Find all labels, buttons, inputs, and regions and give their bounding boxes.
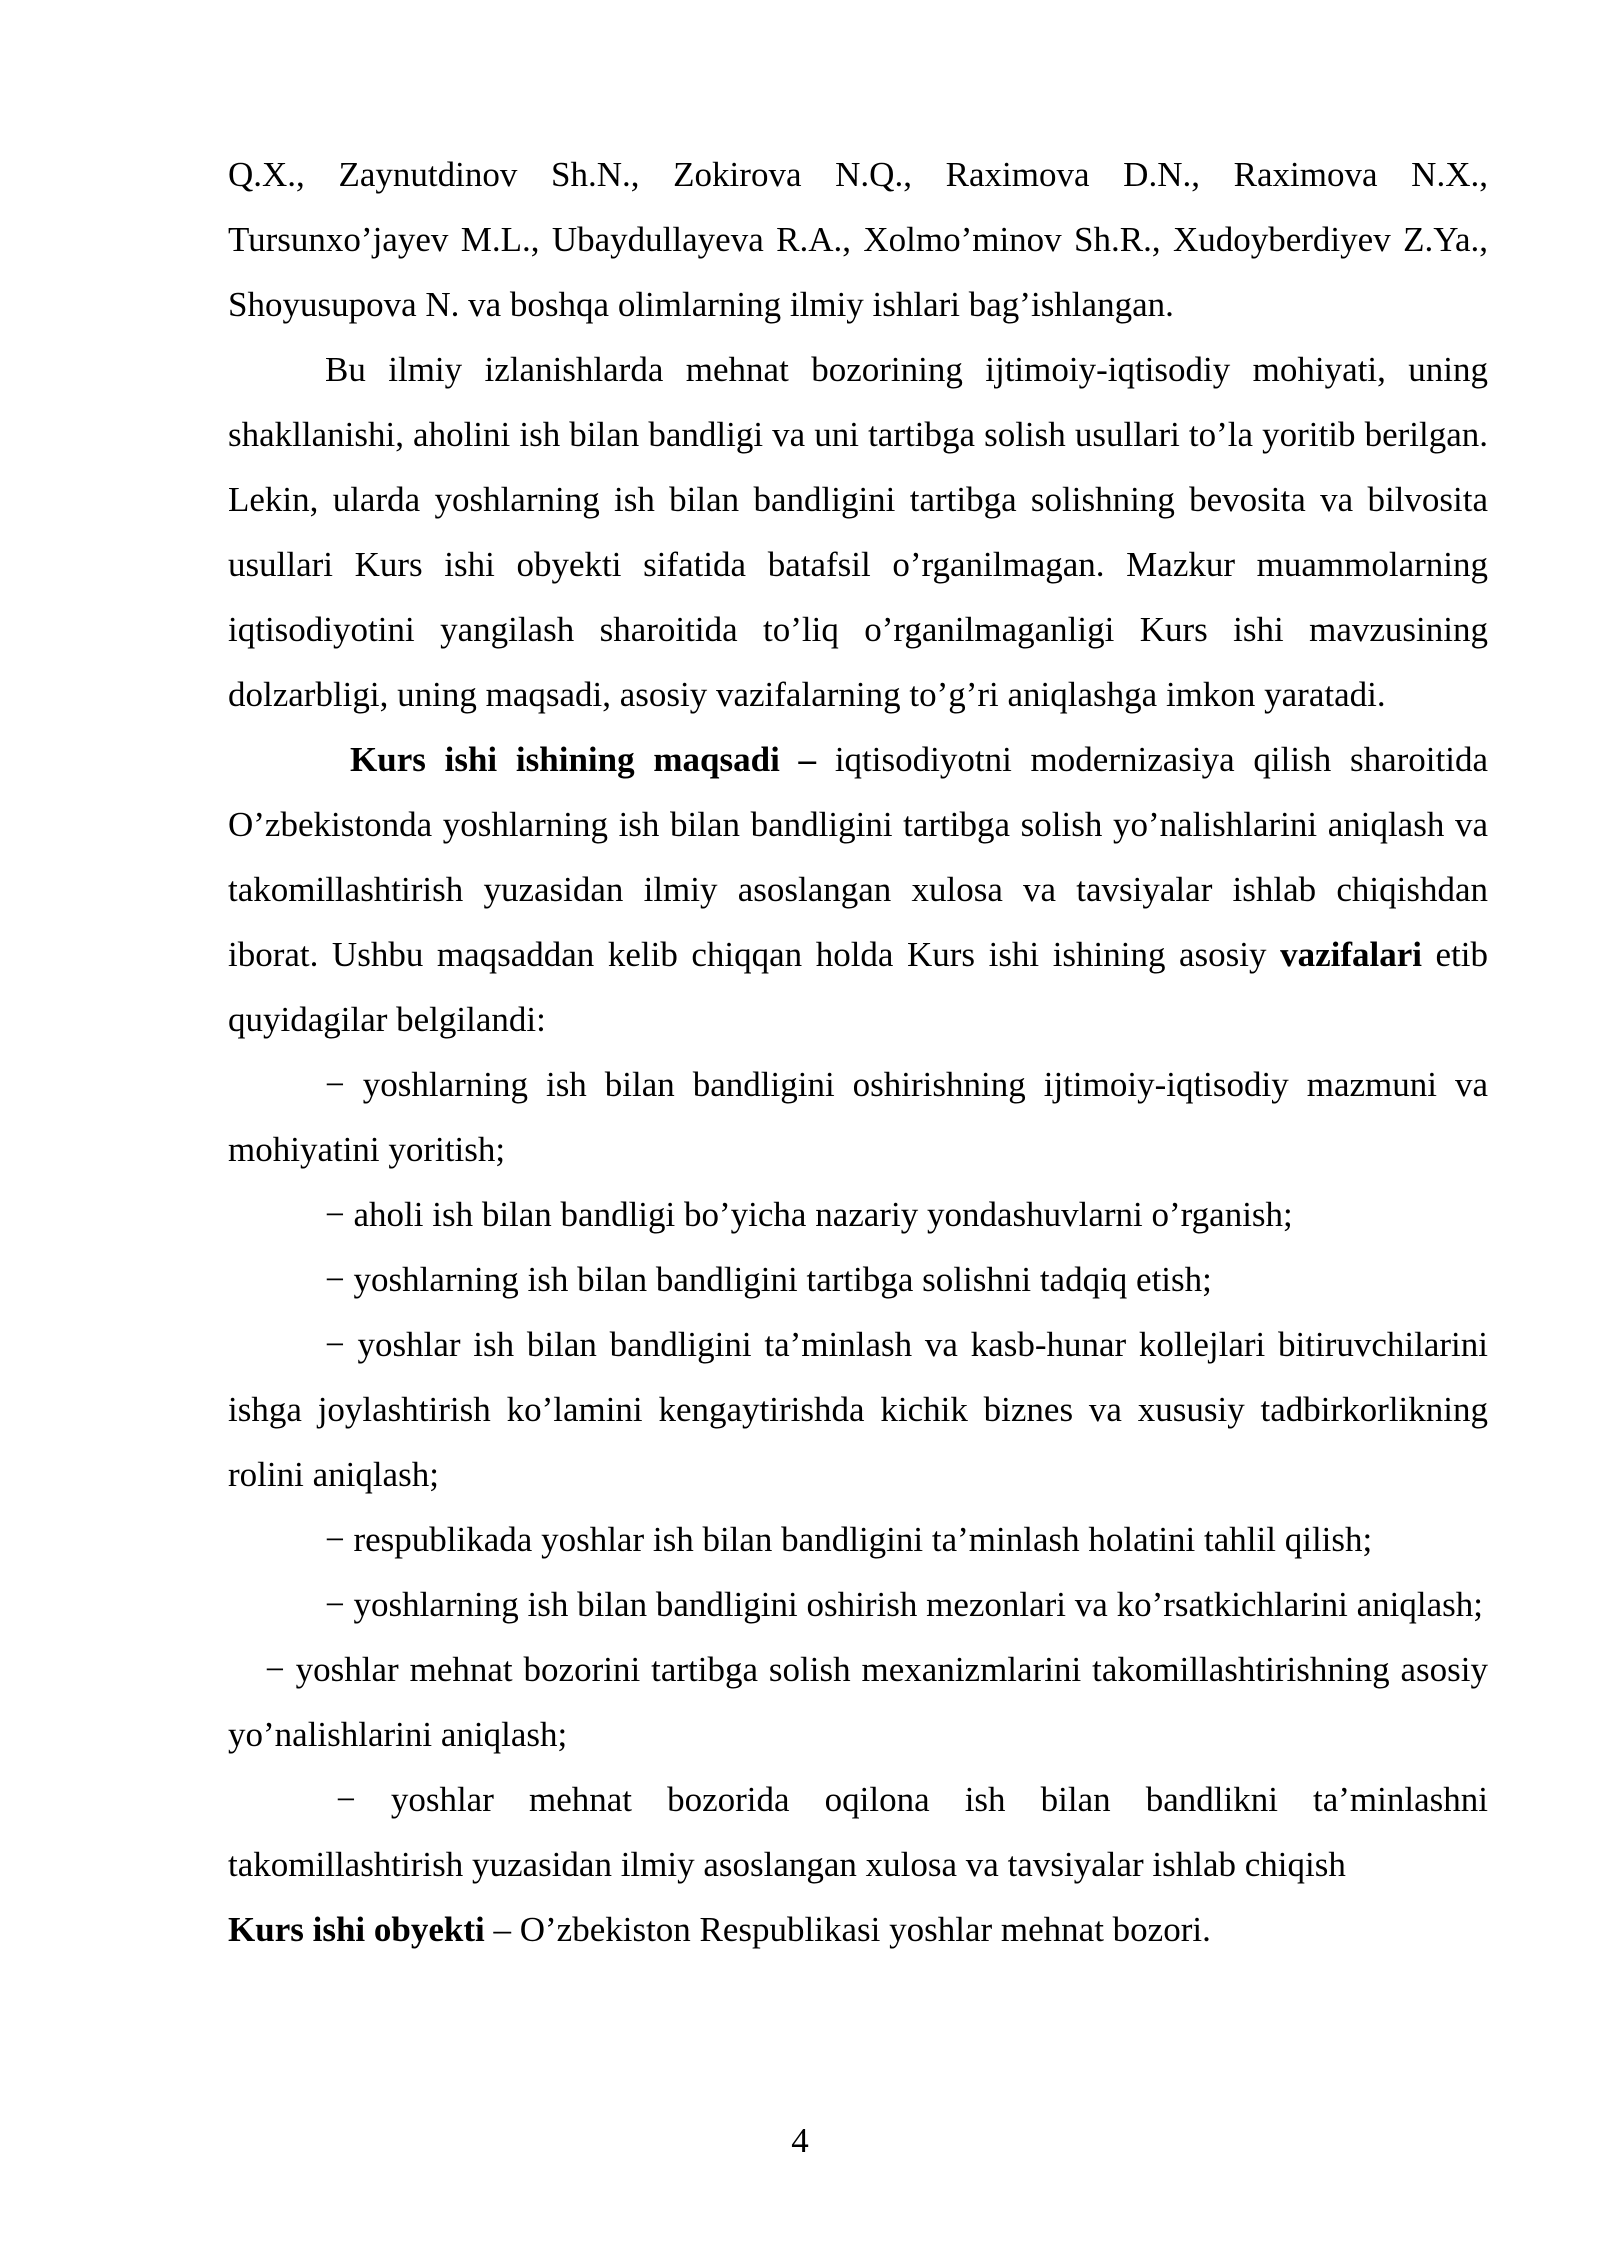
list-item: − yoshlar ish bilan bandligini ta’minlash va kasb-hunar kollejlari bitiruvchilarini ishga joylashtirish ko’lamini kengaytirishda kichik biznes va xususiy tadbirkorlikning rolini aniqlash; (228, 1325, 1488, 1494)
paragraph-research-overview: Bu ilmiy izlanishlarda mehnat bozorining ijtimoiy-iqtisodiy mohiyati, uning shakllanishi, aholini ish bilan bandligi va uni tartibga solish usullari to’la yoritib berilgan. Lekin, ularda yoshlarning ish bilan bandligini tartibga solishning bevosita va bilvosita usullari Kurs ishi obyekti sifatida batafsil o’rganilmagan. Mazkur muammolarning iqtisodiyotini yangilash sharoitida to’liq o’rganilmaganligi Kurs ishi mavzusining dolzarbligi, uning maqsadi, asosiy vazifalarning to’g’ri aniqlashga imkon yaratadi. (228, 350, 1488, 714)
object-text: – O’zbekiston Respublikasi yoshlar mehnat bozori. (484, 1910, 1211, 1949)
list-item: − yoshlar mehnat bozorini tartibga solish mexanizmlarini takomillashtirishning asosiy yo’nalishlarini aniqlash; (228, 1650, 1488, 1754)
goal-heading: Kurs ishi ishining maqsadi – (350, 740, 817, 779)
list-item: − respublikada yoshlar ish bilan bandligini ta’minlash holatini tahlil qilish; (325, 1520, 1373, 1559)
paragraph-authors: Q.X., Zaynutdinov Sh.N., Zokirova N.Q., Raximova D.N., Raximova N.X., Tursunxo’jayev M.L., Ubaydullayeva R.A., Xolmo’minov Sh.R., Xudoyberdiyev Z.Ya., Shoyusupova N. va boshqa olimlarning ilmiy ishlari bag’ishlangan. (228, 155, 1488, 324)
list-item: − aholi ish bilan bandligi bo’yicha nazariy yondashuvlarni o’rganish; (325, 1195, 1293, 1234)
list-item: − yoshlarning ish bilan bandligini oshirishning ijtimoiy-iqtisodiy mazmuni va mohiyatini yoritish; (228, 1065, 1488, 1169)
goal-text: iqtisodiyotni modernizasiya qilish sharoitida O’zbekistonda yoshlarning ish bilan bandligini tartibga solish yo’nalishlarini aniqlash va takomillashtirish yuzasidan ilmiy asoslangan xulosa va tavsiyalar ishlab chiqishdan iborat. Ushbu maqsaddan kelib chiqqan holda Kurs ishi ishining asosiy (228, 740, 1488, 974)
document-page (228, 142, 1488, 1962)
list-item: − yoshlar mehnat bozorida oqilona ish bilan bandlikni ta’minlashni takomillashtirish yuzasidan ilmiy asoslangan xulosa va tavsiyalar ishlab chiqish (228, 1780, 1488, 1884)
paragraph-goal (228, 727, 1488, 1052)
list-item: − yoshlarning ish bilan bandligini tartibga solishni tadqiq etish; (325, 1260, 1212, 1299)
tasks-intro: etib quyidagilar belgilandi: (228, 935, 1489, 1039)
object-heading: Kurs ishi obyekti (228, 1910, 485, 1949)
page-number: 4 (791, 2121, 809, 2160)
tasks-heading: vazifalari (1280, 935, 1422, 974)
list-item: − yoshlarning ish bilan bandligini oshirish mezonlari va ko’rsatkichlarini aniqlash; (325, 1585, 1483, 1624)
paragraph-object (228, 1897, 1488, 1962)
